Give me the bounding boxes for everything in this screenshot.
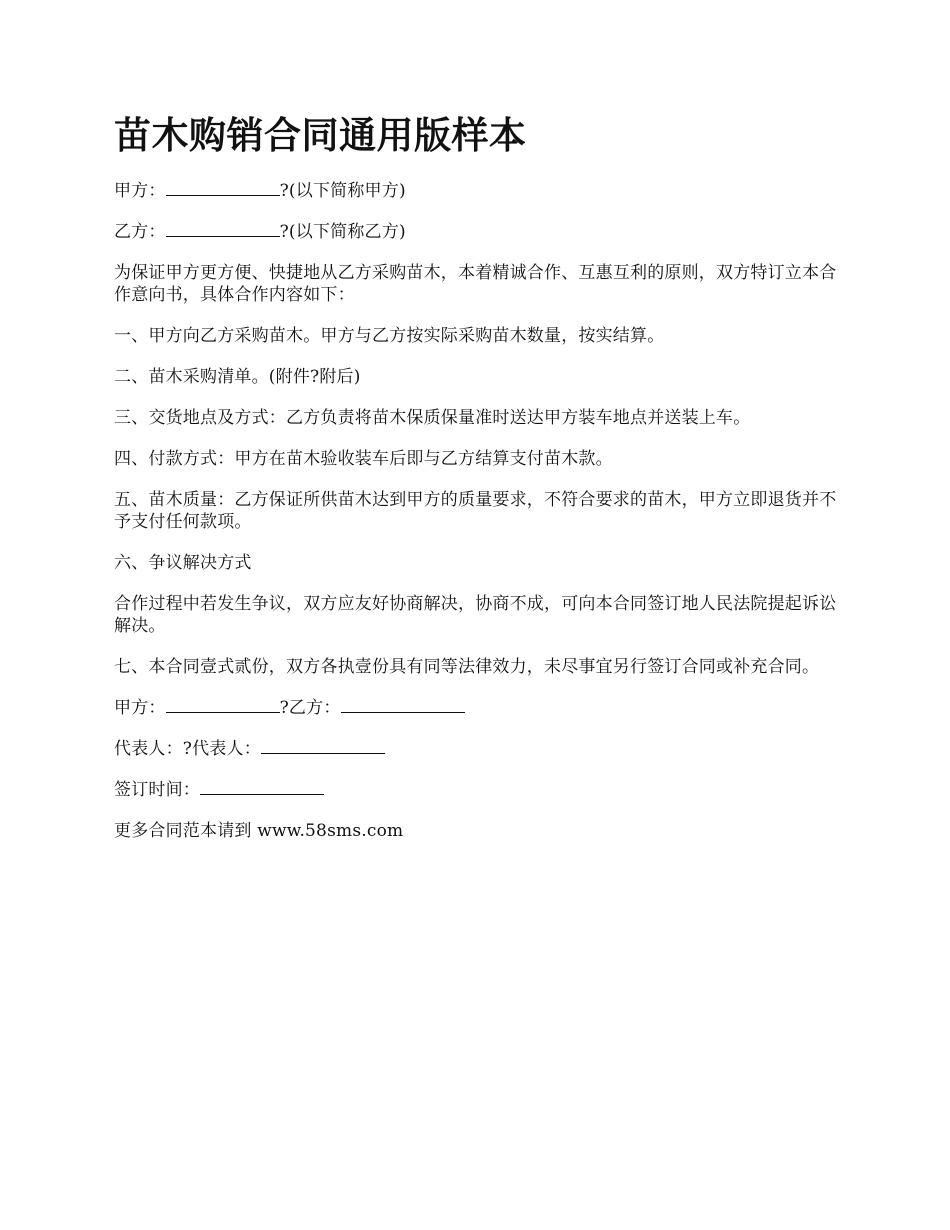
party-b-label: 乙方： [114,222,166,242]
signature-party-b-blank [341,697,465,713]
clause-6-heading: 六、争议解决方式 [114,553,252,573]
signature-party-b-label: ?乙方： [279,698,341,718]
document-body [114,180,842,861]
representative-blank [261,738,385,754]
clause-1: 一、甲方向乙方采购苗木。甲方与乙方按实际采购苗木数量，按实结算。 [114,326,665,346]
clause-5: 五、苗木质量：乙方保证所供苗木达到甲方的质量要求，不符合要求的苗木，甲方立即退货并不予支付任何款项。 [114,490,837,532]
clause-6-body: 合作过程中若发生争议，双方应友好协商解决，协商不成，可向本合同签订地人民法院提起诉讼解决。 [114,594,837,636]
clause-4: 四、付款方式：甲方在苗木验收装车后即与乙方结算支付苗木款。 [114,449,613,469]
party-a-suffix: ?(以下简称甲方) [279,181,406,201]
signature-party-a-label: 甲方： [114,698,166,718]
party-b-line [114,221,842,243]
signing-date-label: 签订时间： [114,780,200,800]
clause-2: 二、苗木采购清单。(附件?附后) [114,367,361,387]
footer-note: 更多合同范本请到 www.58sms.com [114,821,404,841]
intro-paragraph: 为保证甲方更方便、快捷地从乙方采购苗木，本着精诚合作、互惠互利的原则，双方特订立本合作意向书，具体合作内容如下： [114,263,837,305]
party-a-blank [166,180,280,196]
representative-line [114,738,842,760]
signing-date-blank [200,779,324,795]
party-a-label: 甲方： [114,181,166,201]
clause-7: 七、本合同壹式贰份，双方各执壹份具有同等法律效力，未尽事宜另行签订合同或补充合同。 [114,657,820,677]
clause-3: 三、交货地点及方式：乙方负责将苗木保质保量准时送达甲方装车地点并送装上车。 [114,408,751,428]
signature-parties-line [114,697,842,719]
representative-label: 代表人：?代表人： [114,739,261,759]
party-b-blank [166,221,280,237]
party-a-line [114,180,842,202]
document-title: 苗木购销合同通用版样本 [114,114,527,157]
signing-date-line [114,779,842,801]
party-b-suffix: ?(以下简称乙方) [279,222,406,242]
signature-party-a-blank [166,697,280,713]
